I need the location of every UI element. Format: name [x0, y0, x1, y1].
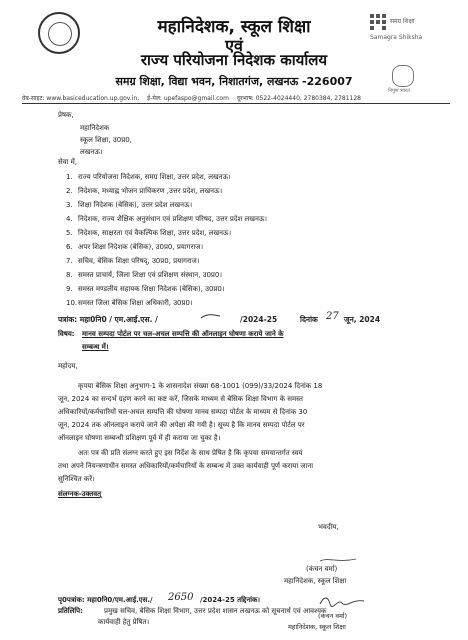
recipients-label: सेवा में,	[58, 158, 78, 166]
body-line: जून, 2024 तक ऑनलाइन कराये जाने की अपेक्षा की गयी है। सूच्य है कि मानव सम्पदा पोर्टल पर	[58, 421, 305, 429]
body-line: तथा अपने नियन्त्रणाधीन समस्त अधिकारियों/कर्मचारियों के सम्बन्ध में उक्त कार्यवाही पूर्ण कराया जाना	[58, 462, 314, 470]
recipient-number: 6.	[66, 243, 73, 251]
recipient-number: 10.	[66, 299, 78, 307]
samagra-shiksha-logo-icon	[370, 14, 428, 46]
handwritten-endorsement-number: 2650	[168, 592, 194, 603]
recipient-text: समस्त प्राचार्य, जिला शिक्षा एवं प्रशिक्षण संस्थान, उ0प्र0।	[78, 271, 223, 279]
letter-year: /2024-25	[240, 315, 278, 324]
recipient-item	[66, 170, 267, 184]
email-text: ई-मेल: upefaspo@gmail.com	[147, 95, 229, 102]
letter-number: पत्रांक: महा0नि0 / एम.आई.एस. /	[58, 315, 158, 324]
recipient-item	[66, 226, 267, 240]
copy-line2: कार्यवाही हेतु प्रेषित।	[98, 618, 150, 626]
recipient-number: 8.	[66, 271, 73, 279]
enclosure-note: संलग्नक-उक्तवत्	[58, 490, 102, 498]
body-paragraph-2	[58, 447, 313, 486]
endorsement-year: /2024-25 तद्दिनांक।	[200, 596, 261, 604]
copy-line1: प्रमुख सचिव, बेसिक शिक्षा विभाग, उत्तर प्रदेश शासन लखनऊ को सूचनार्थ एवं आवश्यक	[104, 607, 327, 615]
sender-line3: लखनऊ।	[80, 148, 103, 156]
salutation: महोदय,	[58, 362, 78, 370]
recipient-item	[66, 268, 267, 282]
recipient-text: निदेशक, साक्षरता एवं वैकल्पिक शिक्षा, उत्तर प्रदेश, लखनऊ।	[78, 229, 232, 237]
recipient-item	[66, 212, 267, 226]
recipient-number: 2.	[66, 187, 73, 195]
body-line: अधिकारियों/कर्मचारियों चल-अचल सम्पत्ति की घोषणा मानव सम्पदा पोर्टल के माध्यम से दिनांक 30	[58, 408, 308, 416]
recipient-number: 7.	[66, 257, 73, 265]
sender-line1: महानिदेशक	[80, 124, 110, 132]
sender-label: प्रेषक,	[58, 111, 74, 119]
body-line: ऑनलाइन घोषणा सम्बन्धी प्रशिक्षण पूर्व में ही कराया जा चुका है।	[58, 434, 221, 442]
handwritten-dash	[200, 311, 222, 321]
handwritten-date: 27	[326, 311, 339, 322]
signatory2-designation: महानिदेशक, स्कूल शिक्षा	[288, 623, 346, 631]
sender-line2: स्कूल शिक्षा, उ0प्र0,	[80, 136, 132, 144]
samagra-hindi: समग्र शिक्षा	[390, 18, 415, 25]
recipient-number: 5.	[66, 229, 73, 237]
recipient-number: 4.	[66, 215, 73, 223]
recipient-number: 3.	[66, 201, 73, 209]
recipient-text: सचिव, बेसिक शिक्षा परिषद्, उ0प्र0, प्रयागराज।	[78, 257, 200, 265]
signature-mark	[318, 555, 358, 565]
recipient-text: समस्त मण्डलीय सहायक शिक्षा निदेशक (बेसिक), उ0प्र0।	[78, 285, 225, 293]
recipient-text: निदेशक, राज्य शैक्षिक अनुसंधान एवं प्रशिक्षण परिषद, उत्तर प्रदेश लखनऊ।	[78, 215, 268, 223]
website-text: वेब-साइट: www.basiceducation.up.gov.in,	[22, 95, 140, 102]
mascot-caption: निपुण भारत	[388, 88, 410, 94]
body-line: कृपया बेसिक शिक्षा अनुभाग-1 के शासनादेश संख्या 68-1001 (099)/33/2024 दिनांक 18	[58, 382, 323, 390]
recipient-item	[66, 254, 267, 268]
recipient-text: निदेशक, मध्याह्न भोजन प्राधिकरण ,उत्तर प्रदेश, लखनऊ।	[78, 187, 223, 195]
recipient-item	[66, 296, 267, 310]
recipient-text: अपर शिक्षा निदेशक (बेसिक), उ0प्र0, प्रयागराज।	[78, 243, 204, 251]
nipun-mascot-icon	[392, 65, 414, 87]
contact-line	[22, 94, 452, 102]
closing: भवदीय,	[318, 523, 339, 531]
subject-line1: मानव सम्पदा पोर्टल पर चल-अचल सम्पत्ति की ऑनलाइन घोषणा कराये जाने के	[82, 330, 284, 338]
office-address: समग्र शिक्षा, विद्या भवन, निशातगंज, लखनऊ -226007	[115, 75, 353, 88]
header-divider	[22, 103, 450, 104]
endorsement-number: पृ0पत्रांक: महा0नि0/एम.आई.एस./	[58, 596, 153, 604]
copy-label: प्रतिलिपि:	[58, 607, 83, 615]
recipient-text: शिक्षा निदेशक (बेसिक), उत्तर प्रदेश लखनऊ।	[78, 201, 193, 209]
signature-scribble	[318, 594, 366, 610]
signatory-designation: महानिदेशक, स्कूल शिक्षा	[284, 577, 347, 585]
recipient-item	[66, 240, 267, 254]
date-value: जून, 2024	[344, 315, 381, 324]
subject-label: विषय:	[58, 330, 75, 338]
recipient-text: राज्य परियोजना निदेशक, समग्र शिक्षा, उत्तर प्रदेश, लखनऊ।	[78, 173, 231, 181]
office-title-line2: एवं	[225, 36, 243, 55]
body-line: सुनिश्चित करें।	[58, 475, 95, 483]
recipient-item	[66, 282, 267, 296]
body-line: जून, 2024 का सन्दर्भ ग्रहण करने का कष्ट करें, जिसके माध्यम से बेसिक शिक्षा विभाग के समस्त	[58, 395, 303, 403]
date-label: दिनांक	[300, 315, 318, 324]
recipient-list	[66, 170, 267, 310]
signatory2-name: (कंचन वर्मा)	[318, 612, 348, 620]
signatory-name: (कंचन वर्मा)	[306, 565, 338, 573]
recipient-number: 9.	[66, 285, 73, 293]
subject-line2: सम्बन्ध में।	[82, 343, 109, 351]
body-paragraph-1	[58, 380, 322, 445]
body-line: अतः पत्र की प्रति संलग्न करते हुए इस निर्देश के साथ प्रेषित है कि कृपया समयान्तर्गत स्वयं	[58, 449, 303, 457]
recipient-number: 1.	[66, 173, 73, 181]
recipient-item	[66, 184, 267, 198]
recipient-text: समस्त जिला बेसिक शिक्षा अधिकारी, उ0प्र0।	[78, 299, 193, 307]
office-title-line3: राज्य परियोजना निदेशक कार्यालय	[140, 51, 328, 69]
recipient-item	[66, 198, 267, 212]
samagra-english: Samagra Shiksha	[370, 34, 423, 41]
office-title-line1: महानिदेशक, स्कूल शिक्षा	[157, 17, 311, 37]
phone-text: दूरभाष: 0522-4024440, 2780384, 2781128	[236, 95, 361, 102]
samagra-mark-icon	[370, 14, 386, 30]
